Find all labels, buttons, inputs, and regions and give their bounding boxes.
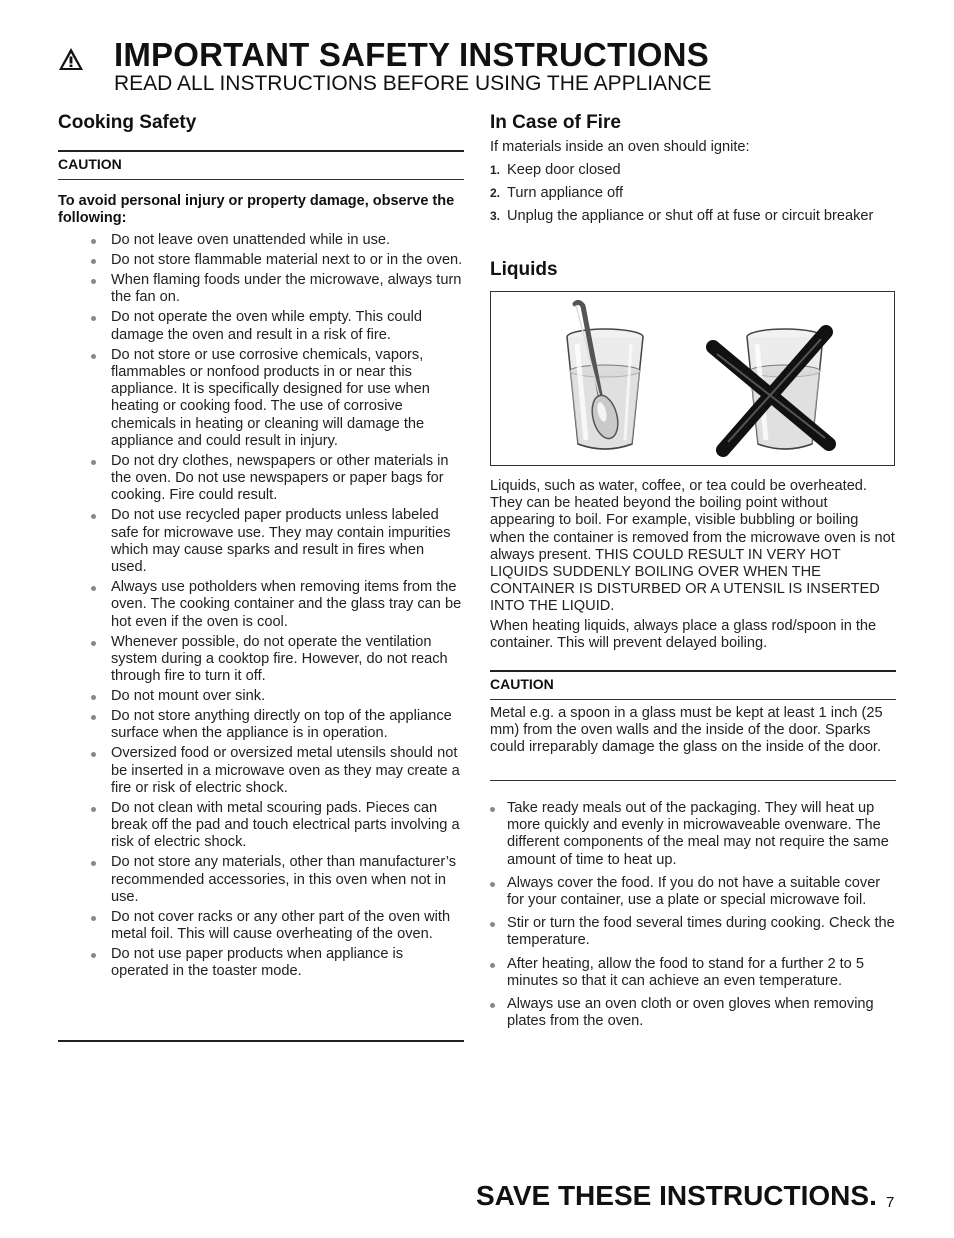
bullet-icon bbox=[91, 807, 96, 812]
list-item: Do not cover racks or any other part of the oven with metal foil. This will cause overheating of the oven. bbox=[91, 909, 463, 943]
bullet-icon bbox=[91, 279, 96, 284]
glass-illustration bbox=[490, 291, 895, 466]
cooking-safety-list bbox=[91, 232, 463, 984]
bullet-icon bbox=[91, 695, 96, 700]
bullet-icon bbox=[490, 1003, 495, 1008]
bullet-icon bbox=[91, 715, 96, 720]
bullet-icon bbox=[91, 953, 96, 958]
liquids-paragraph-1: Liquids, such as water, coffee, or tea could be overheated. They can be heated beyond the boiling point without appearing to boil. For example, visible bubbling or boiling when the container is removed from the microwave oven is not always present. THIS COULD RESULT IN VERY HOT LIQUIDS SUDDENLY BOILING OVER WHEN THE CONTAINER IS DISTURBED OR A UTENSIL IS INSERTED INTO THE LIQUID. bbox=[490, 478, 895, 615]
liquids-heading: Liquids bbox=[490, 259, 558, 280]
bullet-icon bbox=[91, 514, 96, 519]
list-item: Do not dry clothes, newspapers or other materials in the oven. Do not use newspapers or paper bags for cooking. Fire could result. bbox=[91, 453, 463, 505]
list-item: Always cover the food. If you do not have a suitable cover for your container, use a plate or special microwave foil. bbox=[490, 875, 895, 909]
list-item: Do not store or use corrosive chemicals, vapors, flammables or nonfood products in or near this appliance. It is specifically designed for use when heating or cooking food. The use of corrosive chemicals in heating or cleaning will damage the appliance and could result in injury. bbox=[91, 347, 463, 450]
list-item: Do not operate the oven while empty. This could damage the oven and result in a risk of fire. bbox=[91, 309, 463, 343]
list-item: Always use an oven cloth or oven gloves when removing plates from the oven. bbox=[490, 996, 895, 1030]
list-item: 1. Keep door closed bbox=[490, 162, 621, 178]
bullet-icon bbox=[91, 916, 96, 921]
cooking-bottom-rule bbox=[58, 1040, 464, 1042]
list-item: Whenever possible, do not operate the ventilation system during a cooktop fire. However, do not reach through fire to turn it off. bbox=[91, 634, 463, 686]
list-item: Always use potholders when removing items from the oven. The cooking container and the glass tray can be hot even if the oven is cool. bbox=[91, 579, 463, 631]
list-item: Oversized food or oversized metal utensils should not be inserted in a microwave oven as they may create a fire or risk of electric shock. bbox=[91, 745, 463, 797]
page-number: 7 bbox=[886, 1194, 895, 1211]
fire-heading: In Case of Fire bbox=[490, 112, 621, 133]
fire-steps bbox=[490, 162, 895, 232]
liquids-caution-text: Metal e.g. a spoon in a glass must be kept at least 1 inch (25 mm) from the oven walls and the inside of the door. Sparks could irreparably damage the glass on the inside of the door. bbox=[490, 705, 883, 756]
list-item: After heating, allow the food to stand for a further 2 to 5 minutes so that it can achieve an even temperature. bbox=[490, 956, 895, 990]
bullet-icon bbox=[91, 861, 96, 866]
bullet-icon bbox=[490, 922, 495, 927]
warning-triangle-icon bbox=[58, 47, 84, 71]
bullet-icon bbox=[91, 752, 96, 757]
liquids-caution-top-rule bbox=[490, 670, 896, 672]
fire-intro: If materials inside an oven should ignite: bbox=[490, 139, 750, 155]
bullet-icon bbox=[91, 259, 96, 264]
cooking-intro: To avoid personal injury or property damage, observe the following: bbox=[58, 193, 455, 226]
bullet-icon bbox=[490, 963, 495, 968]
list-item: Take ready meals out of the packaging. They will heat up more quickly and evenly in microwaveable ovenware. The different components of the meal may not require the same amount of time to heat up. bbox=[490, 800, 895, 869]
list-item: Do not clean with metal scouring pads. Pieces can break off the pad and touch electrical parts involving a risk of electric shock. bbox=[91, 800, 463, 852]
liquids-caution-bottom-rule bbox=[490, 780, 896, 781]
liquids-paragraph-2: When heating liquids, always place a glass rod/spoon in the container. This will prevent delayed boiling. bbox=[490, 618, 877, 652]
list-item: Do not mount over sink. bbox=[91, 688, 463, 705]
glass-with-spoon-image bbox=[491, 292, 894, 465]
bullet-icon bbox=[490, 807, 495, 812]
bullet-icon bbox=[91, 641, 96, 646]
list-item: Stir or turn the food several times during cooking. Check the temperature. bbox=[490, 915, 895, 949]
bullet-icon bbox=[91, 239, 96, 244]
bullet-icon bbox=[91, 586, 96, 591]
list-item: 2. Turn appliance off bbox=[490, 185, 624, 202]
list-item: Do not leave oven unattended while in use. bbox=[91, 232, 463, 249]
bullet-icon bbox=[91, 354, 96, 359]
bullet-icon bbox=[91, 460, 96, 465]
liquids-caution-divider bbox=[490, 699, 896, 700]
list-item: Do not use recycled paper products unless labeled safe for microwave use. They may contain impurities which may cause sparks and result in fires when used. bbox=[91, 507, 463, 576]
bullet-icon bbox=[91, 316, 96, 321]
list-item: When flaming foods under the microwave, always turn the fan on. bbox=[91, 272, 463, 306]
list-item: Do not store any materials, other than manufacturer’s recommended accessories, in this oven when not in use. bbox=[91, 854, 463, 906]
caution-top-rule bbox=[58, 150, 464, 152]
cooking-safety-heading: Cooking Safety bbox=[58, 112, 197, 133]
save-instructions-footer: SAVE THESE INSTRUCTIONS. bbox=[476, 1180, 877, 1211]
cooking-caution-label: CAUTION bbox=[58, 156, 122, 172]
liquids-tips-list bbox=[490, 800, 895, 1036]
list-item: Do not store anything directly on top of the appliance surface when the appliance is in operation. bbox=[91, 708, 463, 742]
caution-divider bbox=[58, 179, 464, 180]
page-subtitle: READ ALL INSTRUCTIONS BEFORE USING THE APPLIANCE bbox=[114, 72, 712, 95]
liquids-caution-label: CAUTION bbox=[490, 676, 554, 692]
list-item: Do not use paper products when appliance is operated in the toaster mode. bbox=[91, 946, 463, 980]
page-title: IMPORTANT SAFETY INSTRUCTIONS bbox=[114, 36, 709, 73]
list-item: Do not store flammable material next to or in the oven. bbox=[91, 252, 463, 269]
list-item: 3. Unplug the appliance or shut off at fuse or circuit breaker bbox=[490, 208, 874, 225]
bullet-icon bbox=[490, 882, 495, 887]
